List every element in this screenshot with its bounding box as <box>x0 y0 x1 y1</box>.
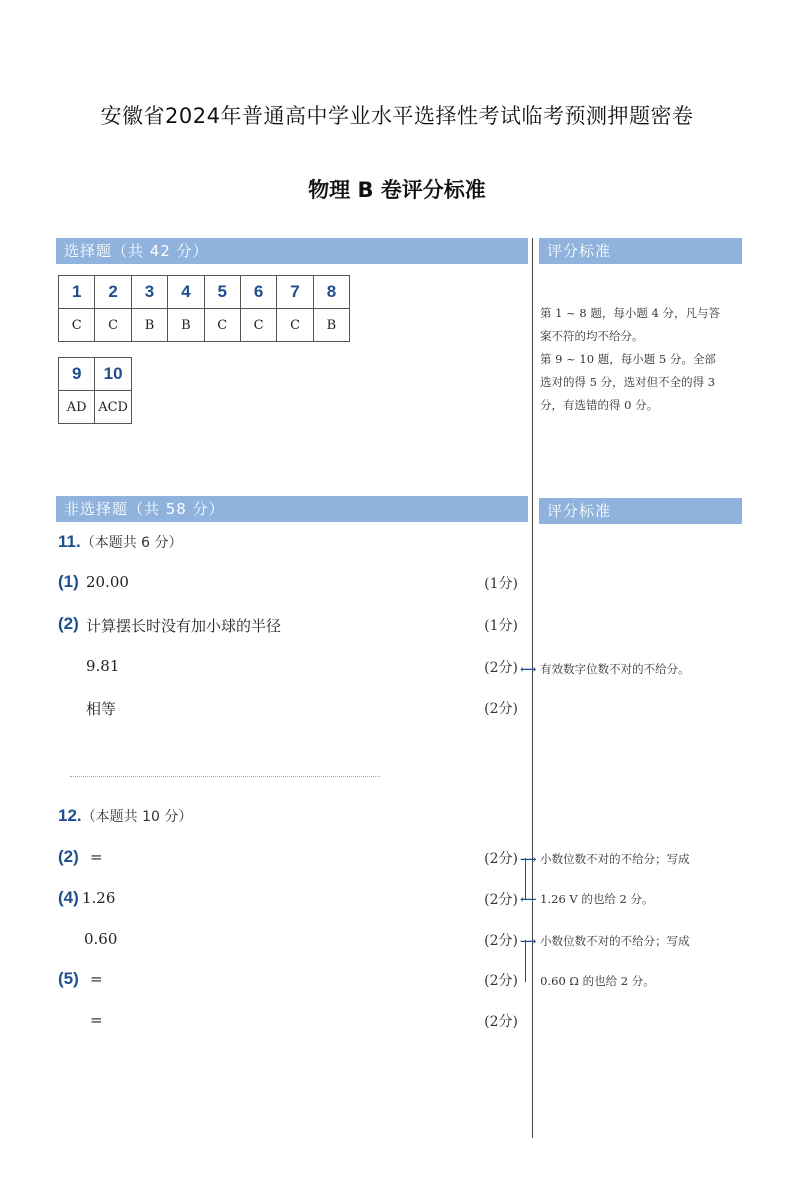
question-number: 11. <box>58 532 81 551</box>
q11-note <box>520 661 690 677</box>
answer-table-1 <box>58 275 350 342</box>
dotted-separator <box>70 776 380 777</box>
question-number: 7 <box>277 276 313 309</box>
criteria-line: 第 9 ~ 10 题，每小题 5 分。全部 <box>540 352 716 366</box>
answer-row <box>58 656 518 680</box>
question-number: 3 <box>131 276 167 309</box>
part-label: (5) <box>58 969 79 988</box>
points: (2分) <box>484 933 518 949</box>
question-11-header <box>58 532 183 552</box>
answer-row <box>58 697 518 721</box>
q12-note <box>520 891 654 907</box>
answer-row <box>58 929 518 953</box>
answer-text: = <box>90 970 103 988</box>
answer-cell: C <box>59 309 95 342</box>
points: (2分) <box>484 1014 518 1030</box>
answer-text: 0.60 <box>84 930 118 948</box>
nonchoice-section-bar: 非选择题（共 58 分） <box>56 496 528 522</box>
answer-text: = <box>90 1011 103 1029</box>
answer-cell: B <box>131 309 167 342</box>
points: (1分) <box>484 576 518 592</box>
question-number: 8 <box>313 276 349 309</box>
question-number: 12. <box>58 806 82 825</box>
answer-cell: C <box>95 309 131 342</box>
q12-note <box>520 851 690 867</box>
points: (2分) <box>484 973 518 989</box>
criteria-line: 选对的得 5 分，选对但不全的得 3 <box>540 375 716 389</box>
nonchoice-criteria-bar: 评分标准 <box>539 498 742 524</box>
answer-row <box>58 847 518 871</box>
question-desc: （本题共 6 分） <box>80 535 183 551</box>
points: (2分) <box>484 660 518 676</box>
answer-cell: ACD <box>95 391 131 424</box>
note-text: 有效数字位数不对的不给分。 <box>540 662 690 676</box>
note-text: 小数位数不对的不给分；写成 <box>540 934 690 948</box>
arrow-icon: ⟷ <box>520 662 537 676</box>
answer-text: 20.00 <box>86 573 129 591</box>
question-number: 10 <box>95 358 131 391</box>
arrow-icon: ⟵ <box>520 892 537 906</box>
answer-row <box>58 572 518 596</box>
answer-cell: C <box>240 309 276 342</box>
question-number: 9 <box>59 358 95 391</box>
answer-row <box>58 614 518 638</box>
points: (2分) <box>484 892 518 908</box>
answer-text: 9.81 <box>86 657 120 675</box>
page-subtitle: 物理 B 卷评分标准 <box>308 178 486 202</box>
page-title: 安徽省2024年普通高中学业水平选择性考试临考预测押题密卷 <box>100 104 694 128</box>
answer-cell: C <box>277 309 313 342</box>
answer-cell: B <box>313 309 349 342</box>
answer-cell: AD <box>59 391 95 424</box>
answer-row <box>58 888 518 912</box>
choice-criteria-bar: 评分标准 <box>539 238 742 264</box>
note-text: 小数位数不对的不给分；写成 <box>540 852 690 866</box>
answer-table-2 <box>58 357 132 424</box>
question-number: 5 <box>204 276 240 309</box>
answer-cell: C <box>204 309 240 342</box>
criteria-line: 案不符的均不给分。 <box>540 329 644 343</box>
criteria-line: 分，有选错的得 0 分。 <box>540 398 659 412</box>
note-text: 1.26 V 的也给 2 分。 <box>540 892 654 906</box>
points: (1分) <box>484 618 518 634</box>
points: (2分) <box>484 701 518 717</box>
answer-text: 计算摆长时没有加小球的半径 <box>86 617 282 635</box>
answer-text: = <box>90 848 103 866</box>
answer-row <box>58 1010 518 1034</box>
points: (2分) <box>484 851 518 867</box>
arrow-icon: ⟶ <box>520 934 537 948</box>
answer-row <box>58 969 518 993</box>
question-number: 1 <box>59 276 95 309</box>
note-text: 0.60 Ω 的也给 2 分。 <box>540 974 655 988</box>
question-number: 4 <box>168 276 204 309</box>
answer-text: 1.26 <box>82 889 116 907</box>
arrow-icon: ⟶ <box>520 852 537 866</box>
choice-criteria-text <box>540 302 743 417</box>
part-label: (1) <box>58 572 79 591</box>
question-12-header <box>58 806 192 826</box>
q12-note <box>520 973 655 989</box>
q12-note <box>520 933 690 949</box>
answer-text: 相等 <box>86 700 117 718</box>
question-desc: （本题共 10 分） <box>81 809 193 825</box>
criteria-line: 第 1 ~ 8 题，每小题 4 分，凡与答 <box>540 306 721 320</box>
question-number: 2 <box>95 276 131 309</box>
part-label: (4) <box>58 888 79 907</box>
part-label: (2) <box>58 847 79 866</box>
part-label: (2) <box>58 614 79 633</box>
vertical-divider <box>532 238 533 1138</box>
choice-section-bar: 选择题（共 42 分） <box>56 238 528 264</box>
question-number: 6 <box>240 276 276 309</box>
answer-cell: B <box>168 309 204 342</box>
